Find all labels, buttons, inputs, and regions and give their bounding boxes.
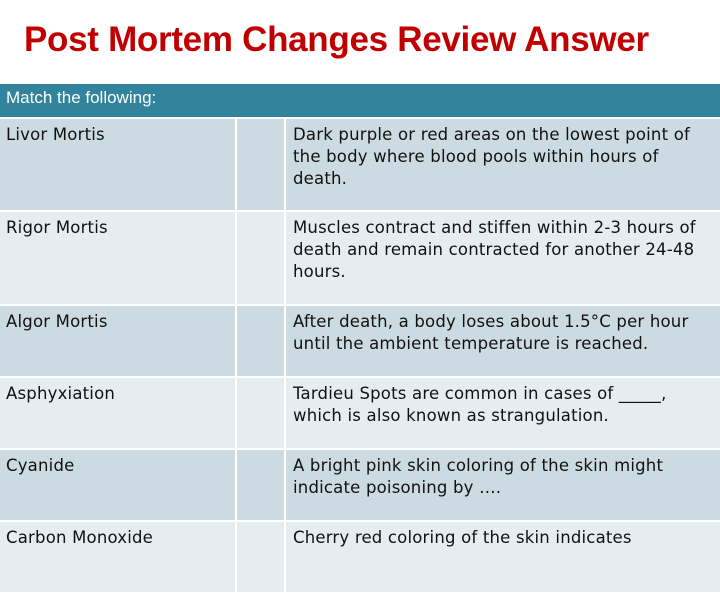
- term-cell: [0, 306, 237, 376]
- blank-cell: [237, 119, 286, 210]
- table-row: [0, 450, 720, 522]
- term-cell: [0, 119, 237, 210]
- term-cell: [0, 378, 237, 448]
- definition-cell: [286, 119, 720, 210]
- blank-cell: [237, 306, 286, 376]
- definition-text: Dark purple or red areas on the lowest point of the body where blood pools within hours of death.: [293, 125, 691, 188]
- definition-text: Cherry red coloring of the skin indicates: [293, 528, 632, 547]
- definition-text: Muscles contract and stiffen within 2-3 hours of death and remain contracted for another 24-48 hours.: [293, 218, 696, 281]
- term-text: Rigor Mortis: [6, 218, 108, 237]
- definition-cell: [286, 522, 720, 592]
- blank-cell: [237, 212, 286, 304]
- term-text: Livor Mortis: [6, 125, 105, 144]
- definition-text: A bright pink skin coloring of the skin might indicate poisoning by ….: [293, 456, 664, 497]
- definition-text: After death, a body loses about 1.5°C per hour until the ambient temperature is reached.: [293, 312, 689, 353]
- definition-cell: [286, 212, 720, 304]
- table-row: [0, 378, 720, 450]
- term-text: Algor Mortis: [6, 312, 108, 331]
- matching-table: [0, 84, 720, 594]
- definition-cell: [286, 378, 720, 448]
- blank-cell: [237, 522, 286, 592]
- definition-text: Tardieu Spots are common in cases of _____, which is also known as strangulation.: [293, 384, 667, 425]
- table-row: [0, 119, 720, 212]
- term-text: Cyanide: [6, 456, 75, 475]
- table-row: [0, 212, 720, 306]
- table-row: [0, 306, 720, 378]
- slide-title: Post Mortem Changes Review Answer: [24, 20, 649, 59]
- blank-cell: [237, 378, 286, 448]
- definition-cell: [286, 306, 720, 376]
- term-cell: [0, 522, 237, 592]
- definition-cell: [286, 450, 720, 520]
- term-cell: [0, 450, 237, 520]
- table-row: [0, 522, 720, 594]
- table-header: Match the following:: [0, 84, 720, 119]
- term-cell: [0, 212, 237, 304]
- blank-cell: [237, 450, 286, 520]
- term-text: Carbon Monoxide: [6, 528, 154, 547]
- term-text: Asphyxiation: [6, 384, 116, 403]
